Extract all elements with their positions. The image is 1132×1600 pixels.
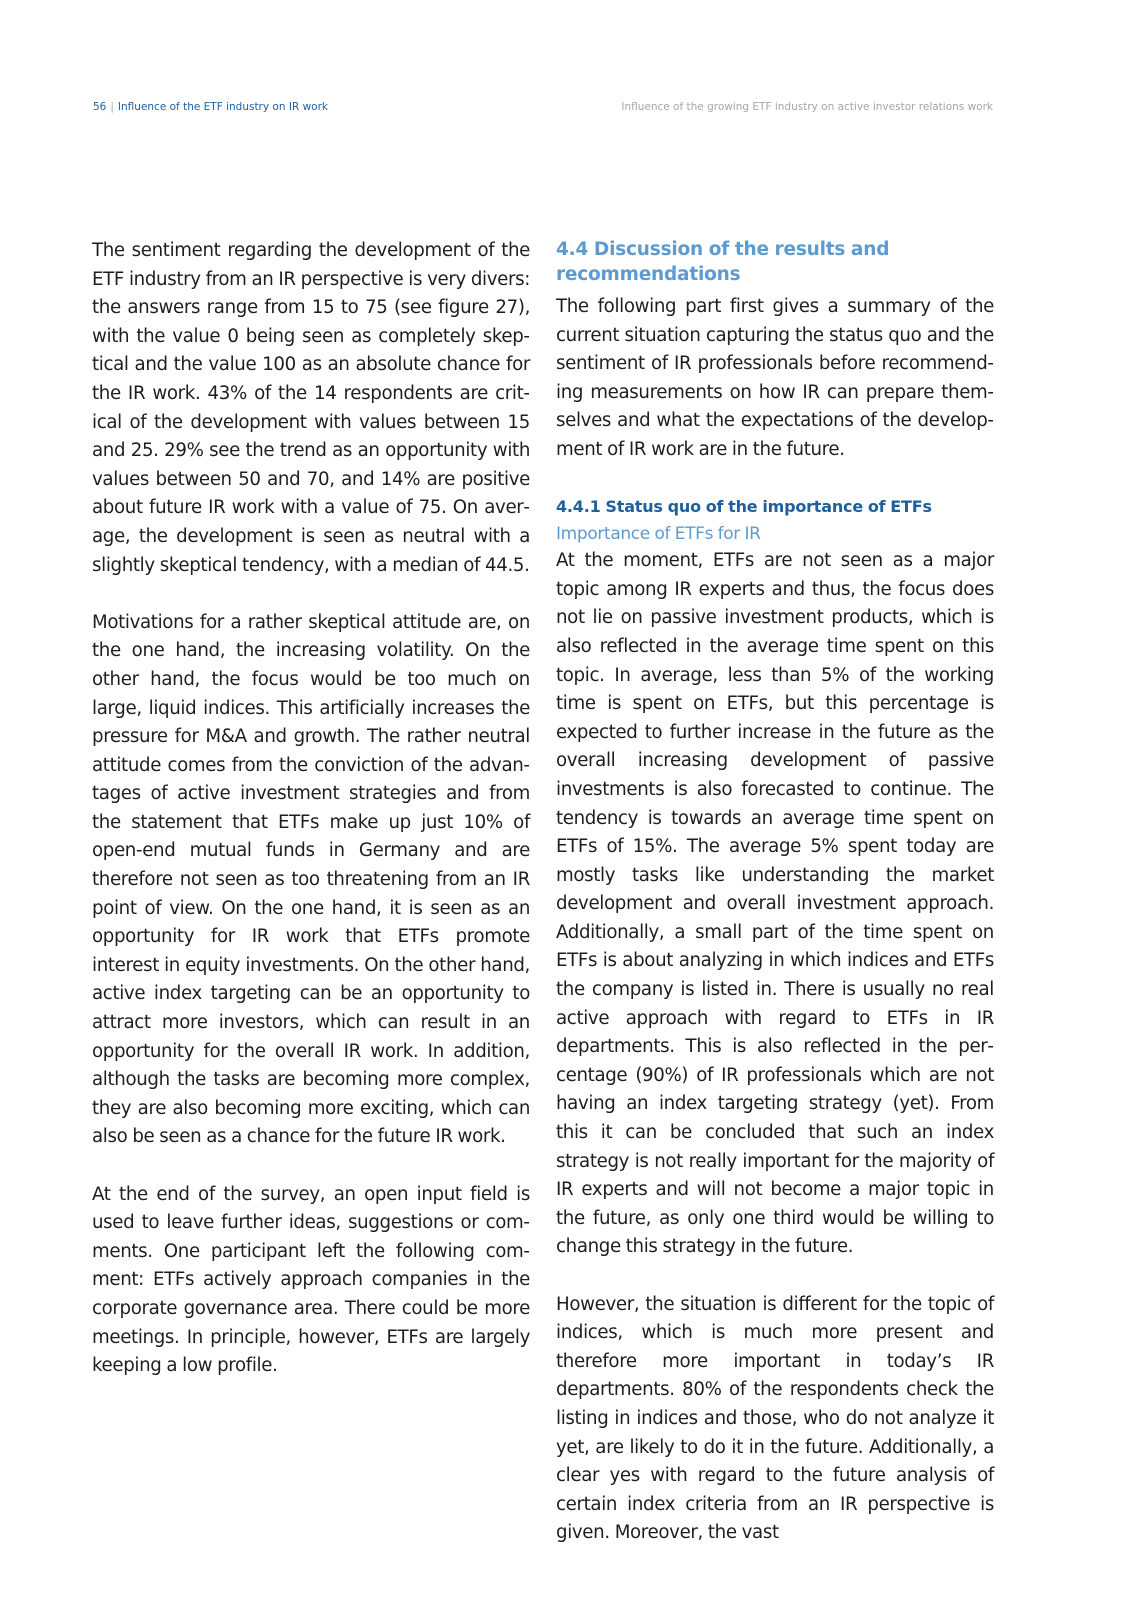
- section-title: 4.4 Discussion of the results and recommendations: [556, 239, 890, 285]
- paragraph-status-quo: At the moment, ETFs are not seen as a major topic among IR experts and thus, the focus does not lie on passive investment products, which is also reflected in the average time spent on this topic. In average, less than 5% of the working time is spent on ETFs, but this percentage is expected to further increase in the future as the overall increasing development of passive investments is also forecasted to continue. The tendency is towards an average time spent on ETFs of 15%. The average 5% spent today are mostly tasks like understanding the market development and overall investment approach. Additionally, a small part of the time spent on ETFs is about analyzing in which indices and ETFs the company is listed in. There is usually no real active approach with regard to ETFs in IR departments. This is also reflected in the percentage (90%) of IR professionals which are not having an index targeting strategy (yet). From this it can be concluded that such an index strategy is not really important for the majority of IR experts and will not become a major topic in the future, as only one third would be willing to change this strategy in the future.: [556, 550, 994, 1258]
- subsection-title: 4.4.1 Status quo of the importance of ETFs: [556, 497, 932, 517]
- paragraph-motivations: Motivations for a rather skeptical attitude are, on the one hand, the increasing volatility. On the other hand, the focus would be too much on large, liquid indices. This artificially increases the pressure for M&A and growth. The rather neutral attitude comes from the conviction of the advantages of active investment strategies and from the statement that ETFs make up just 10% of open-end mutual funds in Germany and are therefore not seen as too threatening from an IR point of view. On the one hand, it is seen as an opportunity for IR work that ETFs promote interest in equity investments. On the other hand, active index targeting can be an opportunity to attract more investors, which can result in an opportunity for the overall IR work. In addition, although the tasks are becoming more complex, they are also becoming more exciting, which can also be seen as a chance for the future IR work.: [92, 611, 530, 1148]
- page-header: [93, 99, 993, 115]
- paragraph-sentiment: The sentiment regarding the development of the ETF industry from an IR perspective is very divers: the answers range from 15 to 75 (see figure 27), with the value 0 being seen as completely skeptical and the value 100 as an absolute chance for the IR work. 43% of the 14 respondents are critical of the development with values between 15 and 25. 29% see the trend as an opportunity with values between 50 and 70, and 14% are positive about future IR work with a value of 75. On average, the development is seen as neutral with a slightly skeptical tendency, with a median of 44.5.: [92, 240, 530, 576]
- subheading: Importance of ETFs for IR: [556, 524, 761, 545]
- chapter-title: Influence of the ETF industry on IR work: [117, 101, 328, 113]
- paragraph-intro: The following part first gives a summary of the current situation capturing the status quo and the sentiment of IR professionals before recommending measurements on how IR can prepare themselves and what the expectations of the development of IR work are in the future.: [556, 296, 994, 460]
- document-title: Influence of the growing ETF industry on active investor relations work: [621, 101, 993, 113]
- page-number: 56: [93, 101, 107, 113]
- paragraph-indices: However, the situation is different for the topic of indices, which is much more present and therefore more important in today’s IR departments. 80% of the respondents check the listing in indices and those, who do not analyze it yet, are likely to do it in the future. Additionally, a clear yes with regard to the future analysis of certain index criteria from an IR perspective is given. Moreover, the vast: [556, 1293, 994, 1544]
- header-left: [93, 99, 328, 115]
- right-column: [556, 237, 994, 1548]
- left-column: [92, 237, 530, 1381]
- paragraph-survey-end: At the end of the survey, an open input field is used to leave further ideas, suggestions or comments. One participant left the following comment: ETFs actively approach companies in the corporate governance area. There could be more meetings. In principle, however, ETFs are largely keeping a low profile.: [92, 1183, 530, 1377]
- header-separator: |: [110, 101, 114, 113]
